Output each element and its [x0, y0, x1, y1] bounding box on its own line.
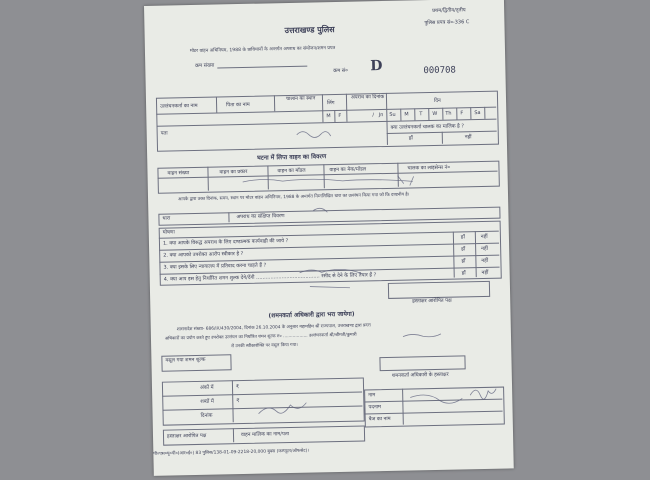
in-words-label: शब्दों में — [200, 398, 214, 405]
officer-rank-label: पदनाम — [368, 404, 382, 411]
fee-label: वसूल गया शमन शुल्क — [165, 356, 206, 364]
vehicle-model-header: वाहन का मॉडल — [277, 167, 306, 175]
accused-sign-bottom: हस्ताक्षर आरोपित पक्ष — [166, 432, 207, 440]
day-w: W — [432, 110, 438, 117]
statement-line1: आपके द्वारा उक्त दिनांक, समय, स्थान पर मोटर वाहन अधिनियम, 1988 के अन्तर्गत निम्नलिखित धारा का उल्लंघन किया गया जो कि दण्डनीय है। — [178, 192, 410, 203]
officer-name-label: नाम — [368, 392, 376, 399]
offence-desc-label: अपराध का संक्षिप्त विवरण — [236, 213, 285, 221]
owner-yes: हाँ — [408, 135, 413, 142]
vehicle-no-header: वाहन संख्या — [167, 170, 190, 177]
offence-date-header: अपराध का दिनांक — [350, 93, 385, 101]
owner-name-label: वाहन मालिक का नाम/पता — [240, 431, 290, 439]
officer-belt-label: बैज का नाम — [368, 415, 391, 423]
father-name-header: पिता का नाम — [226, 101, 250, 109]
officer-text-1: शासनादेश संख्या- 686/IX/430/2004, दिनांक 26.10.2004 के अनुसार महामहिम श्री राज्यपाल, उत्तराखण्ड द्वारा प्रदत्त — [176, 323, 371, 333]
question-1: 1. क्या आपके विरुद्ध अपराध के लिए दण्डात्मक कार्यवाही की जाये ? — [162, 238, 289, 247]
officer-heading: (शमनकर्ता अधिकारी द्वारा भरा जायेगा) — [268, 310, 355, 320]
printer-note: पी०एस०यू०पी०(आर०ई०) 83 पुलिस/138-01-09-2218-20,000 बुक्स (कम्प्यूटर/ऑफसेट)। — [153, 448, 309, 457]
day-t: T — [419, 111, 423, 118]
challan-form: प्रथम/द्वितीय/तृतीय पुलिस प्रपत्र सं०-336 C उत्तराखण्ड पुलिस मोटर वाहन अधिनियम, 1988 के प्राविधानों के अन्तर्गत अपराध का संयोजन/शमन प्रपत्र क्रम संख्या क्रम सं० D 000708 उल्लंघनकर्ता का नाम पिता का नाम चालान का स्थान लिंग अपराध का दिनांक दिन M F / Jn Su M T W Th F Sa पता क्या उल्लंघनकर्ता चालक का मालिक है ? हाँ नहीं घटना में लिप्त वाहन का विवरण वाहन संख्या वाहन का प्रकार वाहन का मॉडल वाहन का मेक/मॉडल चालक का लाइसेन्स नं० आपके द्वारा उक्त दिनांक, समय, स्थान पर मोटर वाहन अधिनियम, 1988 के अन्तर्गत निम्नलिखित धारा का उल्लंघन किया गया जो कि दण्डनीय है। धारा अपराध का संक्षिप्त विवरण घोषणा 1. क्या आपके विरुद्ध अपराध के लिए दण्डात्मक कार्यवाही की जाये ? 2. क्या आपको उपरोक्त आरोप स्वीकार है ? 3. क्या इसके लिए न्यायालय में प्रतिवाद करना चाहते हैं ? 4. क्या आप इस हेतु निर्धारित शमन शुल्क देंगे/देंगी ........................................ रसीद से देने के लिए तैयार हैं ? हाँ नहीं हाँ नहीं हाँ नहीं हाँ नहीं हस्ताक्षर आरोपित पक्ष (शमनकर्ता अधिकारी द्वारा भरा जायेगा) शासनादेश संख्या- 686/IX/430/2004, दिनांक 26.10.2004 के अनुसार महामहिम श्री राज्यपाल, उत्तराखण्ड द्वारा प्रदत्त अधिकारों का प्रयोग करते हुए उपरोक्त उल्लंघन का निर्धारित शमन शुल्क रु० .................. उल्लंघनकर्ता श्री/श्रीमती/कुमारी से उनकी स्वीकारोक्ति पर वसूल किया गया। वसूल गया शमन शुल्क शमनकर्ता अधिकारी के हस्ताक्षर अंकों में शब्दों में दिनांक ₹ ₹ नाम पदनाम बैज का नाम हस्ताक्षर आरोपित पक्ष वाहन मालिक का नाम/पता पी०एस०यू०पी०(आर०ई०) 83 पुलिस/138-01-09-2218-20,000 बुक्स (कम्प्यूटर/ऑफसेट)। — [144, 0, 514, 476]
vehicle-heading: घटना में लिप्त वाहन का विवरण — [257, 153, 327, 162]
owner-question: क्या उल्लंघनकर्ता चालक का मालिक है ? — [390, 123, 465, 131]
section-label: धारा — [162, 215, 171, 222]
question-4: 4. क्या आप इस हेतु निर्धारित शमन शुल्क देंगे/देंगी ........................................ रसीद से देने के लिए तैयार हैं ? — [163, 272, 377, 283]
in-figures-label: अंकों में — [199, 384, 214, 391]
officer-signature-label: शमनकर्ता अधिकारी के हस्ताक्षर — [391, 371, 449, 379]
form-subtitle: मोटर वाहन अधिनियम, 1988 के प्राविधानों के अन्तर्गत अपराध का संयोजन/शमन प्रपत्र — [189, 46, 336, 55]
serial-letter: D — [370, 58, 383, 75]
q2-yes: हाँ — [461, 246, 466, 253]
gender-m: M — [326, 113, 331, 120]
owner-no: नहीं — [464, 134, 472, 141]
day-header: दिन — [433, 97, 441, 104]
offender-name-header: उल्लंघनकर्ता का नाम — [160, 102, 198, 110]
day-su: Su — [389, 111, 396, 118]
vehicle-make-header: वाहन का मेक/मॉडल — [329, 166, 367, 174]
question-3: 3. क्या इसके लिए न्यायालय में प्रतिवाद करना चाहते हैं ? — [163, 262, 267, 271]
day-sa: Sa — [474, 109, 481, 117]
q3-yes: हाँ — [461, 258, 466, 265]
challan-place-header: चालान का स्थान — [285, 95, 316, 103]
handwriting-marks — [144, 0, 514, 476]
date-label: दिनांक — [200, 412, 213, 419]
officer-text-3: से उनकी स्वीकारोक्ति पर वसूल किया गया। — [231, 342, 298, 350]
q4-yes: हाँ — [461, 270, 466, 277]
q3-no: नहीं — [481, 257, 489, 264]
q4-no: नहीं — [481, 269, 489, 276]
vehicle-type-header: वाहन का प्रकार — [219, 168, 248, 176]
license-no-header: चालक का लाइसेन्स नं० — [407, 164, 451, 172]
gender-f: F — [338, 112, 342, 119]
accused-signature-label: हस्ताक्षर आरोपित पक्ष — [412, 297, 452, 305]
day-th: Th — [445, 110, 452, 117]
copy-types: प्रथम/द्वितीय/तृतीय — [432, 7, 466, 14]
day-m: M — [404, 111, 409, 118]
day-f: F — [460, 110, 464, 117]
question-2: 2. क्या आपको उपरोक्त आरोप स्वीकार है ? — [163, 250, 244, 259]
crime-label: क्रम संख्या — [195, 62, 215, 69]
page-title: उत्तराखण्ड पुलिस — [284, 25, 335, 36]
q2-no: नहीं — [481, 245, 488, 252]
declaration-heading: घोषणा — [162, 229, 175, 236]
form-number: पुलिस प्रपत्र सं०-336 C — [424, 19, 470, 27]
crime-no-label: क्रम सं० — [333, 67, 348, 75]
address-label: पता — [160, 130, 168, 137]
q1-yes: हाँ — [460, 234, 465, 241]
serial-number: 000708 — [423, 65, 457, 77]
gender-header: लिंग — [327, 100, 335, 107]
officer-text-2: अधिकारों का प्रयोग करते हुए उपरोक्त उल्लंघन का निर्धारित शमन शुल्क रु० .................. उल्लंघनकर्ता श्री/श्रीमती/कुमारी — [164, 332, 357, 342]
q1-no: नहीं — [480, 233, 488, 240]
